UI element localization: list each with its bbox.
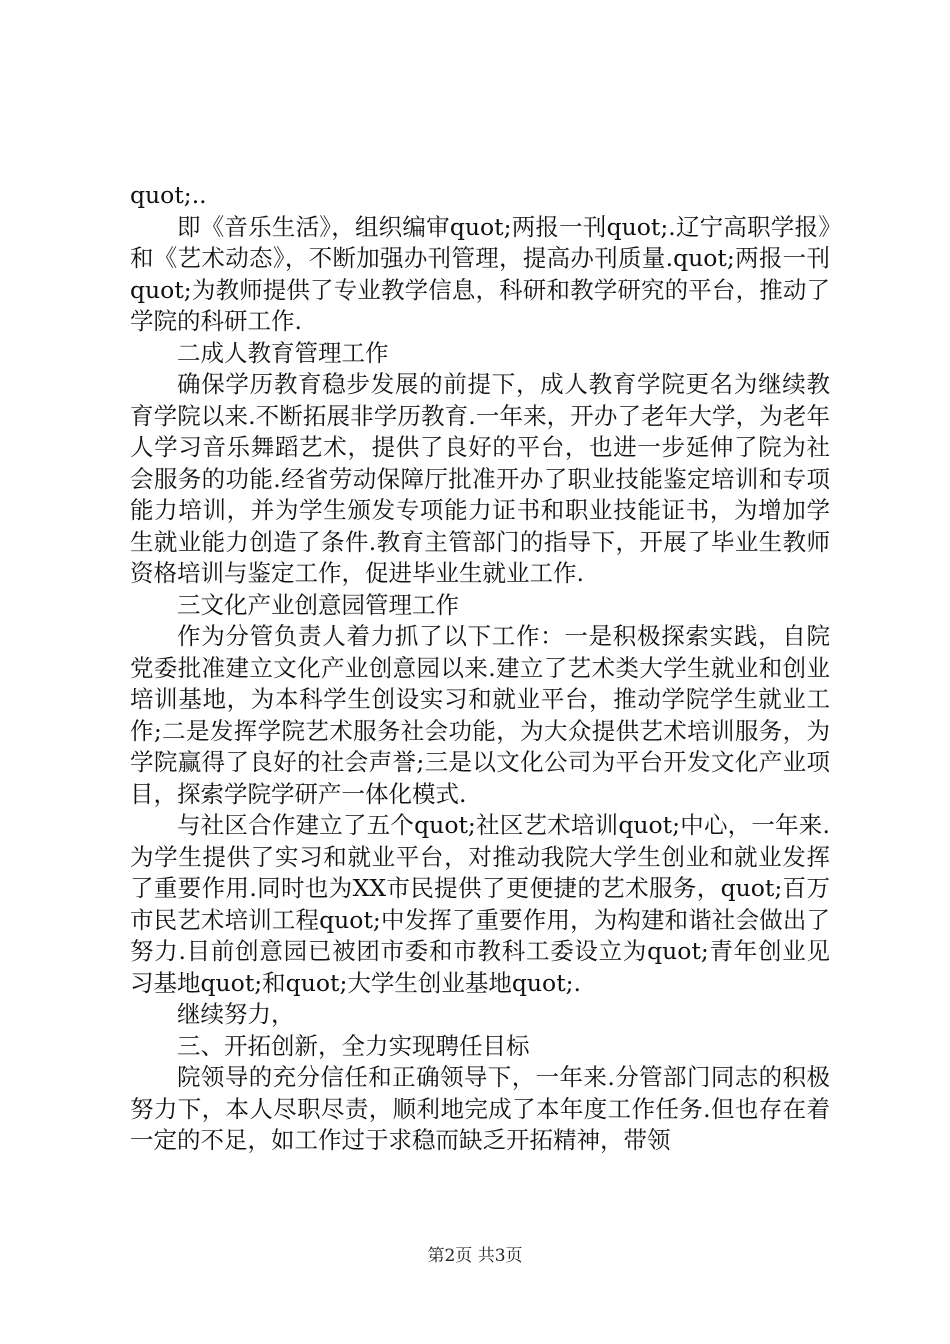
paragraph-continuation: quot;.. bbox=[130, 181, 207, 209]
paragraph-creative-park: 作为分管负责人着力抓了以下工作：一是积极探索实践，自院党委批准建立文化产业创意园以来.建立了艺术类大学生就业和创业培训基地，为本科学生创设实习和就业平台，推动学院学生就业工作;二是发挥学院艺术服务社会功能，为大众提供艺术培训服务，为学院赢得了良好的社会声誉;三是以文化公司为平台开发文化产业项目，探索学院学研产一体化模式. bbox=[130, 622, 830, 808]
section-heading-innovation: 三、开拓创新，全力实现聘任目标 bbox=[177, 1031, 530, 1060]
paragraph-community: 与社区合作建立了五个quot;社区艺术培训quot;中心，一年来.为学生提供了实习和就业平台，对推动我院大学生创业和就业发挥了重要作用.同时也为XX市民提供了更便捷的艺术服务，quot;百万市民艺术培训工程quot;中发挥了重要作用，为构建和谐社会做出了努力.目前创意园已被团市委和市教科工委设立为quot;青年创业见习基地quot;和quot;大学生创业基地quot;. bbox=[130, 811, 830, 997]
document-body bbox=[130, 180, 830, 1157]
paragraph-adult-education: 确保学历教育稳步发展的前提下，成人教育学院更名为继续教育学院以来.不断拓展非学历教育.一年来，开办了老年大学，为老年人学习音乐舞蹈艺术，提供了良好的平台，也进一步延伸了院为社会服务的功能.经省劳动保障厅批准开办了职业技能鉴定培训和专项能力培训，并为学生颁发专项能力证书和职业技能证书，为增加学生就业能力创造了条件.教育主管部门的指导下，开展了毕业生教师资格培训与鉴定工作，促进毕业生就业工作. bbox=[130, 370, 830, 587]
section-heading-creative-park: 三文化产业创意园管理工作 bbox=[177, 590, 459, 619]
page-number-footer: 第2页 共3页 bbox=[427, 1246, 523, 1266]
paragraph-summary: 院领导的充分信任和正确领导下，一年来.分管部门同志的积极努力下，本人尽职尽责，顺利地完成了本年度工作任务.但也存在着一定的不足，如工作过于求稳而缺乏开拓精神，带领 bbox=[130, 1063, 830, 1154]
section-heading-adult-education: 二成人教育管理工作 bbox=[177, 338, 389, 367]
paragraph-journals: 即《音乐生活》，组织编审quot;两报一刊quot;.辽宁高职学报》和《艺术动态》，不断加强办刊管理，提高办刊质量.quot;两报一刊quot;为教师提供了专业教学信息，科研和教学研究的平台，推动了学院的科研工作. bbox=[130, 212, 830, 335]
paragraph-continue-effort: 继续努力， bbox=[177, 1000, 295, 1028]
